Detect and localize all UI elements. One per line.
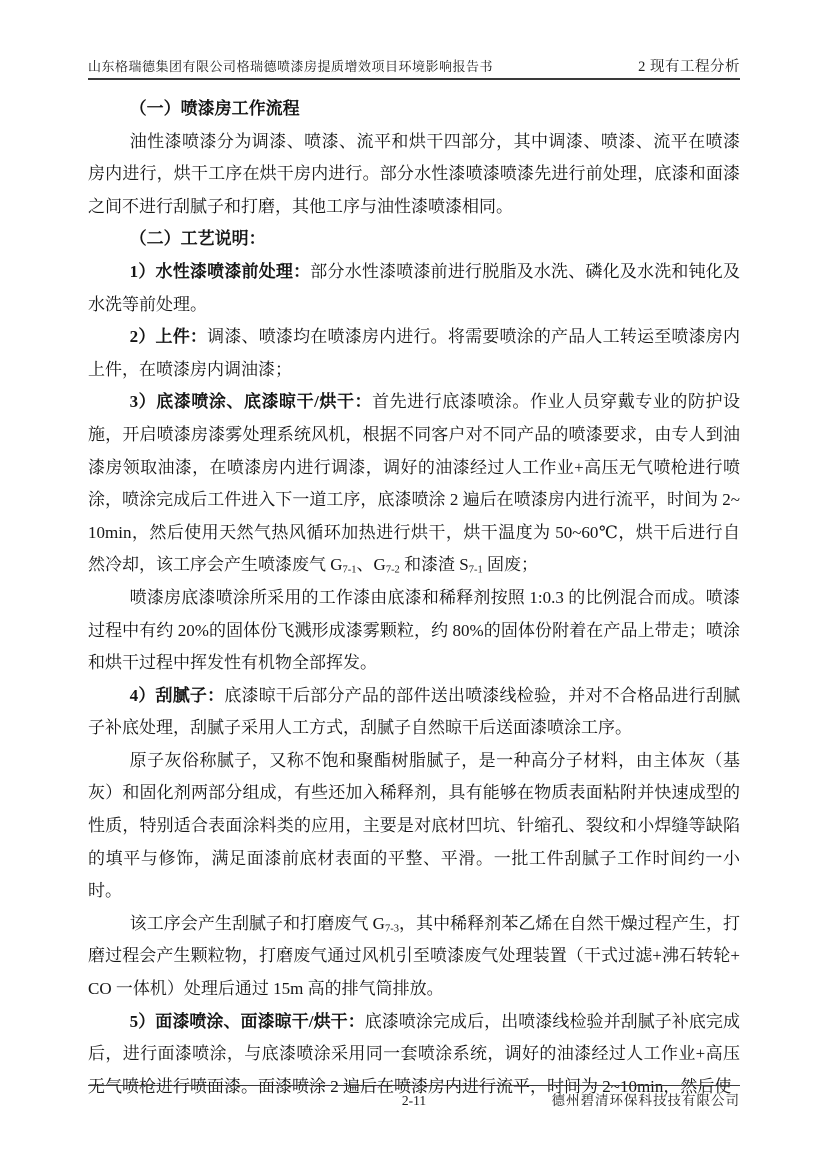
run-text: 油性漆喷漆分为调漆、喷漆、流平和烘干四部分，其中调漆、喷漆、流平在喷漆房内进行，烘干工序在烘干房内进行。部分水性漆喷漆喷漆先进行前处理，底漆和面漆之间不进行刮腻子和打磨，其他工序与油性漆喷漆相同。 [88, 131, 740, 216]
paragraph [88, 908, 740, 1006]
paragraph [88, 126, 740, 224]
run-text: 底漆晾干后部分产品的部件送出喷漆线检验，并对不合格品进行刮腻子补底处理，刮腻子采用人工方式，刮腻子自然晾干后送面漆喷涂工序。 [88, 685, 741, 738]
paragraph [88, 680, 740, 745]
run-text: 固废； [482, 555, 539, 575]
section-heading [88, 93, 740, 126]
section-heading [88, 223, 740, 256]
run-text: 原子灰俗称腻子，又称不饱和聚酯树脂腻子，是一种高分子材料，由主体灰（基灰）和固化剂两部分组成，有些还加入稀释剂，具有能够在物质表面粘附并快速成型的性质，特别适合表面涂料类的应用，主要是对底材凹坑、针缩孔、裂纹和小焊缝等缺陷的填平与修饰，满足面漆前底材表面的平整、平滑。一批工件刮腻子工作时间约一小时。 [88, 750, 740, 901]
run-text: 该工序会产生刮腻子和打磨废气 G [129, 913, 385, 933]
page-footer [88, 1089, 740, 1109]
paragraph [88, 582, 740, 680]
run-bold: 5）面漆喷涂、面漆晾干/烘干： [129, 1011, 365, 1031]
page-number: 2-11 [401, 1093, 427, 1108]
run-text: 部分水性漆喷漆前进行脱脂及水洗、磷化及水洗和钝化及水洗等前处理。 [88, 261, 740, 314]
subscript-code: 7-1 [342, 564, 357, 576]
subscript-code: 7-3 [384, 923, 399, 935]
run-text: 、G [356, 555, 386, 575]
run-bold: 4）刮腻子： [129, 685, 225, 705]
run-text: 底漆喷涂完成后，出喷漆线检验并刮腻子补底完成后，进行面漆喷涂，与底漆喷涂采用同一套喷涂系统，调好的油漆经过人工作业+高压无气喷枪进行喷面漆。面漆喷涂 2 遍后在喷漆房内进行流平，时间为 2~10min，然后使 [88, 1011, 740, 1096]
footer-company: 德州碧清环保科技技有限公司 [551, 1093, 740, 1108]
header-rule [88, 78, 740, 80]
run-text: 调漆、喷漆均在喷漆房内进行。将需要喷涂的产品人工转运至喷漆房内上件，在喷漆房内调油漆； [88, 327, 741, 379]
page-header [88, 55, 740, 76]
run-bold: 3）底漆喷涂、底漆晾干/烘干： [129, 392, 373, 412]
subscript-code: 7-1 [468, 564, 483, 576]
paragraph [88, 256, 740, 321]
run-text: 首先进行底漆喷涂。作业人员穿戴专业的防护设施，开启喷漆房漆雾处理系统风机，根据不同客户对不同产品的喷漆要求，由专人到油漆房领取油漆，在喷漆房内进行调漆，调好的油漆经过人工作业+高压无气喷枪进行喷涂，喷涂完成后工件进入下一道工序，底漆喷涂 2 遍后在喷漆房内进行流平，时间为 2~10min，然后使用天然气热风循环加热进行烘干，烘干温度为 50~60℃，烘干后进行自然冷却，该工序会产生喷漆废气 G [88, 392, 740, 575]
footer-rule [88, 1085, 740, 1086]
run-bold: 1）水性漆喷漆前处理： [129, 261, 311, 281]
header-report-title: 山东格瑞德集团有限公司格瑞德喷漆房提质增效项目环境影响报告书 [88, 59, 494, 74]
run-text: 喷漆房底漆喷涂所采用的工作漆由底漆和稀释剂按照 1:0.3 的比例混合而成。喷漆过程中有约 20%的固体份飞溅形成漆雾颗粒，约 80%的固体份附着在产品上带走；喷涂和烘干过程中挥发性有机物全部挥发。 [88, 587, 740, 673]
document-content [88, 93, 740, 1103]
subscript-code: 7-2 [385, 564, 400, 576]
paragraph [88, 321, 740, 386]
run-bold: （一）喷漆房工作流程 [129, 99, 300, 118]
run-text: ，其中稀释剂苯乙烯在自然干燥过程产生，打磨过程会产生颗粒物，打磨废气通过风机引至喷漆废气处理装置（干式过滤+沸石转轮+CO 一体机）处理后通过 15m 高的排气筒排放。 [88, 913, 740, 999]
paragraph [88, 386, 740, 582]
run-text: 和漆渣 S [399, 555, 469, 575]
run-bold: （二）工艺说明： [129, 229, 266, 249]
header-chapter-title: 2 现有工程分析 [638, 59, 740, 75]
run-bold: 2）上件： [129, 327, 208, 347]
paragraph [88, 745, 740, 908]
